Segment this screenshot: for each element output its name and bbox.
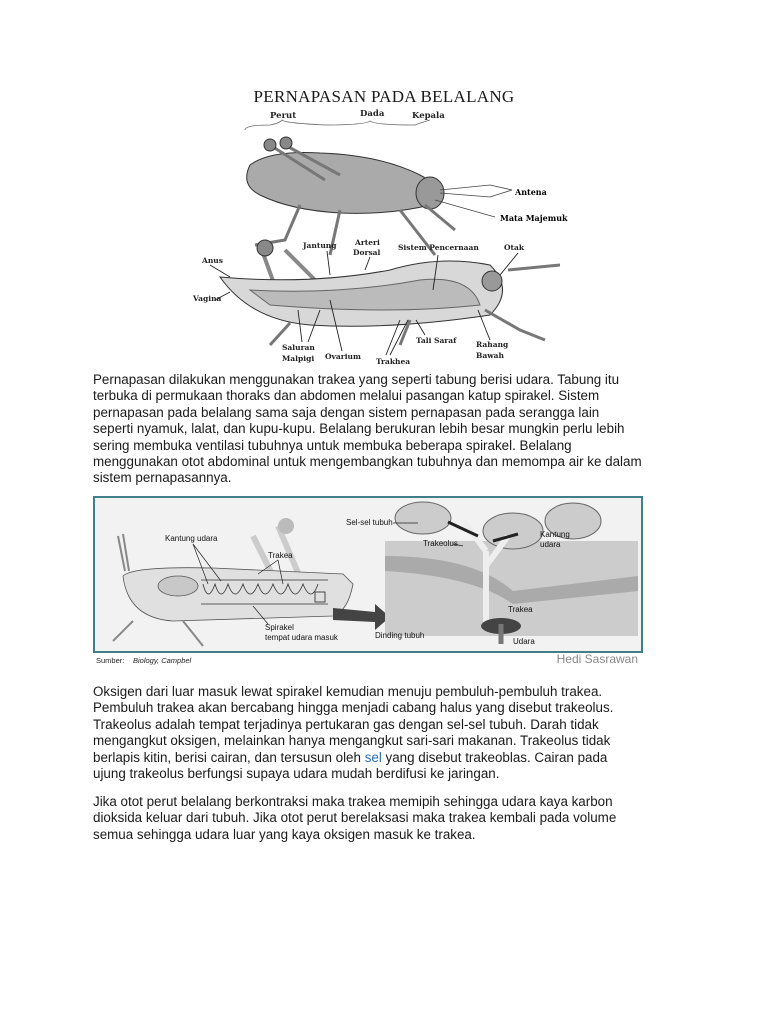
section-label-kepala: Kepala [412, 111, 445, 121]
label-tempat-udara-masuk: tempat udara masuk [265, 633, 338, 642]
page-title: PERNAPASAN PADA BELALANG [253, 87, 515, 106]
text-line: Jika otot perut belalang berkontraksi maka trakea memipih sehingga udara kaya karbon [93, 794, 613, 809]
text-line: Trakeolus adalah tempat terjadinya pertukaran gas dengan sel-sel tubuh. Darah tidak [93, 716, 599, 732]
text-line: sistem pernapasannya. [93, 470, 232, 486]
label-spirakel: Spirakel [265, 623, 294, 632]
label-ovarium: Ovarium [325, 352, 361, 361]
text-line: Oksigen dari luar masuk lewat spirakel kemudian menuju pembuluh-pembuluh trakea. [93, 684, 603, 699]
label-dorsal: Dorsal [353, 248, 381, 257]
text-line: pernapasan pada belalang sama saja dengan sistem pernapasan pada serangga lain [93, 404, 600, 420]
paragraph-3 [93, 794, 616, 843]
label-tali-saraf: Tali Saraf [416, 336, 457, 345]
source-text: Biology, Campbel [133, 656, 192, 665]
text-line: Pembuluh trakea akan bercabang hingga menjadi cabang halus yang disebut trakeolus. [93, 700, 614, 716]
label-trakhea: Trakhea [376, 357, 411, 366]
label-udara: Udara [513, 637, 535, 646]
label-kantung: Kantung [540, 530, 570, 539]
label-kantung-udara: Kantung udara [165, 534, 218, 543]
text-span: yang disebut trakeoblas. Cairan pada [381, 749, 608, 765]
text-line: sering membuka ventilasi tubuhnya untuk membuka beberapa spirakel. Belalang [93, 437, 572, 453]
label-sistem-pencernaan: Sistem Pencernaan [398, 243, 479, 252]
text-line: Pernapasan dilakukan menggunakan trakea yang seperti tabung berisi udara. Tabung itu [93, 372, 620, 387]
label-anus: Anus [202, 256, 223, 265]
paragraph-2 [93, 684, 613, 782]
label-trakea-right: Trakea [508, 605, 533, 614]
grasshopper-anatomy-diagram [190, 105, 590, 367]
label-saluran: Saluran [282, 343, 315, 352]
label-trakea-left: Trakea [268, 551, 293, 560]
text-line: terbuka di permukaan thoraks dan abdomen melalui pasangan katup spirakel. Sistem [93, 388, 600, 404]
label-malpigi: Malpigi [282, 354, 315, 363]
watermark: Hedi Sasrawan [556, 652, 638, 666]
text-span: berlapis kitin, berisi cairan, dan tersusun oleh [93, 749, 365, 765]
label-otak: Otak [504, 243, 525, 252]
source-label: Sumber: [96, 656, 125, 665]
text-line: mengangkut oksigen, melainkan hanya mengangkut sari-sari makanan. Trakeolus tidak [93, 733, 611, 749]
label-bawah: Bawah [476, 351, 504, 360]
label-mata-majemuk: Mata Majemuk [500, 213, 568, 223]
grasshopper-internal-illustration [220, 240, 560, 345]
label-arteri: Arteri [355, 238, 380, 247]
label-antena: Antena [515, 187, 547, 197]
text-line: dioksida keluar dari tubuh. Jika otot perut berelaksasi maka trakea kembali pada volume [93, 810, 617, 826]
label-jantung: Jantung [303, 241, 337, 250]
label-udara-kantung: udara [540, 540, 561, 549]
label-trakeolus: Trakeolus [423, 539, 458, 548]
section-label-dada: Dada [360, 109, 385, 119]
trachea-closeup-illustration [385, 502, 638, 644]
label-dinding-tubuh: Dinding tubuh [375, 631, 425, 640]
section-label-perut: Perut [270, 111, 297, 121]
tracheal-system-figure [93, 496, 645, 668]
label-sel-sel-tubuh: Sel-sel tubuh [346, 518, 393, 527]
sel-link[interactable]: sel [364, 749, 382, 765]
text-line: semua sehingga udara luar yang kaya oksigen masuk ke trakea. [93, 826, 476, 842]
text-line: ujung trakeolus berfungsi supaya udara mudah berdifusi ke jaringan. [93, 765, 500, 781]
text-line: menggunakan otot abdominal untuk mengembangkan tubuhnya dan memompa air ke dalam [93, 453, 642, 469]
text-line [93, 750, 613, 766]
label-vagina: Vagina [193, 294, 222, 303]
grasshopper-exterior-illustration [247, 137, 455, 255]
label-rahang: Rahang [476, 340, 509, 349]
paragraph-1 [93, 372, 642, 487]
text-line: seperti nyamuk, lalat, dan kupu-kupu. Belalang berukuran lebih besar mungkin perlu lebih [93, 421, 625, 437]
